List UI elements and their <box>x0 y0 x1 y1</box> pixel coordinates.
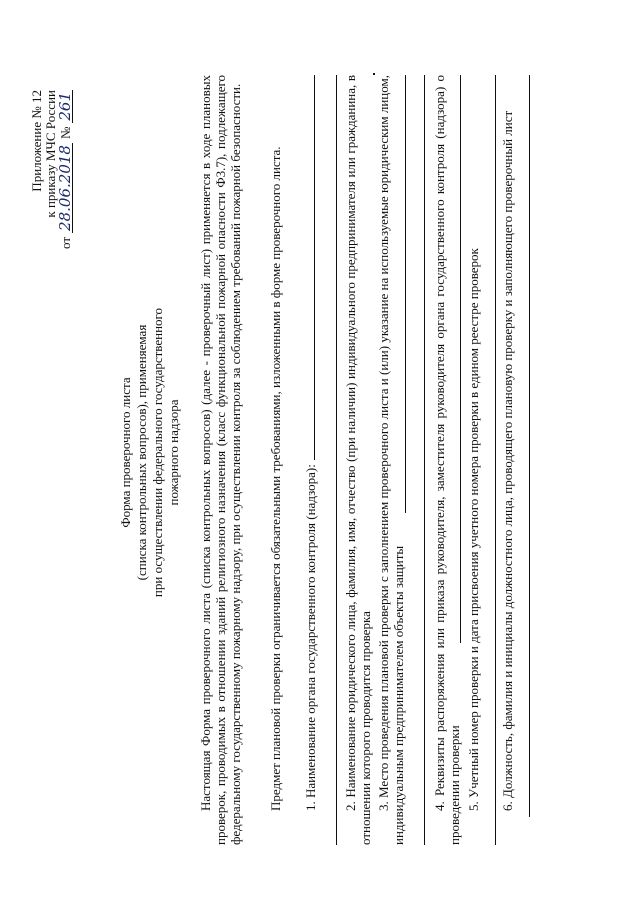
document-title <box>118 0 182 905</box>
item-6-fill-line <box>529 75 530 817</box>
handwritten-date: 28.06.2018 <box>56 145 74 231</box>
title-line-3: при осуществлении федерального государственного <box>150 307 165 598</box>
from-label: от <box>58 236 73 249</box>
item-1-label: 1. Наименование органа государственного контроля (надзора): <box>303 464 318 811</box>
item-3-text: 3. Место проведения плановой проверки с заполнением проверочного листа и (или) указание на используемые юридическим лицом, индивидуальным предпринимателем объекты защиты <box>376 75 406 845</box>
title-line-1: Форма проверочного листа <box>118 377 133 528</box>
subject-paragraph: Предмет плановой проверки ограничивается обязательными требованиями, изложенными в форме проверочного листа. <box>268 146 283 811</box>
item-3-fill-line <box>405 75 406 513</box>
item-2-end-dot <box>373 73 375 75</box>
appendix-order-ref: к приказу МЧС России <box>43 90 58 218</box>
title-line-2: (списка контрольных вопросов), применяемая <box>134 324 149 581</box>
item-5-text: 5. Учетный номер проверки и дата присвоения учетного номера проверки в едином реестре проверок <box>466 248 481 811</box>
item-4-fill-line <box>460 75 461 643</box>
item-5-fill-line <box>495 75 496 845</box>
title-line-4: пожарного надзора <box>166 399 181 506</box>
item-4-text: 4. Реквизиты распоряжения или приказа руководителя, заместителя руководителя органа государственного контроля (надзора) о проведении проверки <box>432 75 462 845</box>
appendix-header <box>30 90 73 290</box>
number-label: № <box>58 126 73 140</box>
item-6-text: 6. Должность, фамилия и инициалы должностного лица, проводящего плановую проверку и заполняющего проверочный лист <box>500 110 515 811</box>
appendix-date-line <box>58 90 73 290</box>
item-1-extra-line <box>336 75 337 845</box>
item-3-extra-line <box>424 75 425 845</box>
intro-paragraph: Настоящая Форма проверочного листа (списка контрольных вопросов) (далее - проверочный лист) применяется в ходе плановых проверок, проводимых в отношении зданий религиозного назначения (класс функциональной пожарной опасности Ф3.7), подлежащего федеральному государственному пожарному надзору, при осуществлении контроля за соблюдением требований пожарной безопасности. <box>198 75 243 845</box>
handwritten-number: 261 <box>56 92 74 121</box>
item-1-row <box>303 75 318 845</box>
appendix-number: Приложение № 12 <box>29 90 44 192</box>
item-2-text: 2. Наименование юридического лица, фамилия, имя, отчество (при наличии) индивидуального предпринимателя или гражданина, в отношении которого проводится проверка <box>343 75 373 845</box>
item-1-fill-line <box>314 75 315 460</box>
